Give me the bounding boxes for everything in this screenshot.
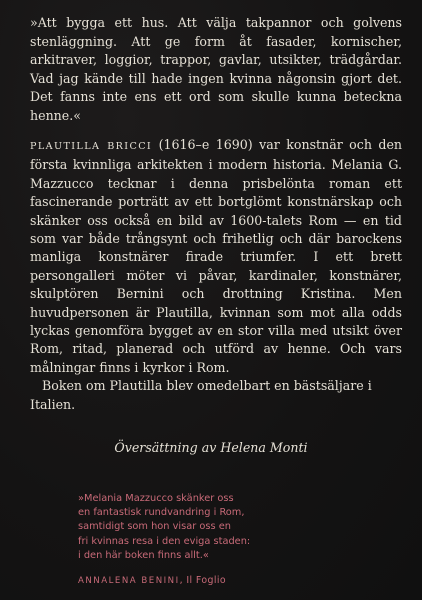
- subject-name: PLAUTILLA BRICCI: [30, 141, 153, 152]
- translation-credit: Översättning av Helena Monti: [114, 440, 308, 455]
- description-text: (1616–e 1690) var konstnär och den första kvinnliga arkitekten i modern historia. Melania G. Mazzucco tecknar i denna prisbelönta roman ett fascinerande porträtt av ett bortglömt konstnärskap och skänker oss också en bild av 1600-talets Rom — en tid som var både trångsynt och frihetlig och där barockens manliga konstnärer firade triumfer. I ett brett persongalleri möter vi påvar, kardinaler, konstnärer, skulptören Bernini och drottning Kristina. Men huvudpersonen är Plautilla, kvinnan som mot alla odds lyckas genomföra bygget av en stor villa med utsikt över Rom, ritad, planerad och utförd av henne. Och vars målningar finns i kyrkor i Rom.: [30, 137, 403, 375]
- review-line: »Melania Mazzucco skänker oss: [78, 493, 234, 504]
- intro-quote: »Att bygga ett hus. Att välja takpannor och golvens stenläggning. Att ge form åt fasader, kornischer, arkitraver, loggior, trappor, gavlar, utsikter, trädgårdar. Vad jag kände till hade ingen kvinna någonsin gjort det. Det fanns inte ens ett ord som skulle kunna beteckna henne.«: [30, 15, 402, 123]
- review-line: samtidigt som hon visar oss en: [78, 521, 231, 533]
- review-author: ANNALENA BENINI: [78, 576, 180, 586]
- description-block: [30, 136, 402, 414]
- review-line: en fantastisk rundvandring i Rom,: [78, 507, 245, 519]
- review-attribution: [78, 575, 348, 586]
- intro-quote-block: [30, 14, 402, 126]
- review-line: i den här boken finns allt.«: [78, 549, 209, 561]
- bestseller-paragraph: Boken om Plautilla blev omedelbart en bästsäljare i Italien.: [30, 378, 372, 412]
- review-line: fri kvinnas resa i den eviga staden:: [78, 535, 251, 547]
- review-publication: , Il Foglio: [179, 575, 227, 586]
- review-quote: [78, 492, 348, 563]
- description-paragraph: [30, 136, 402, 377]
